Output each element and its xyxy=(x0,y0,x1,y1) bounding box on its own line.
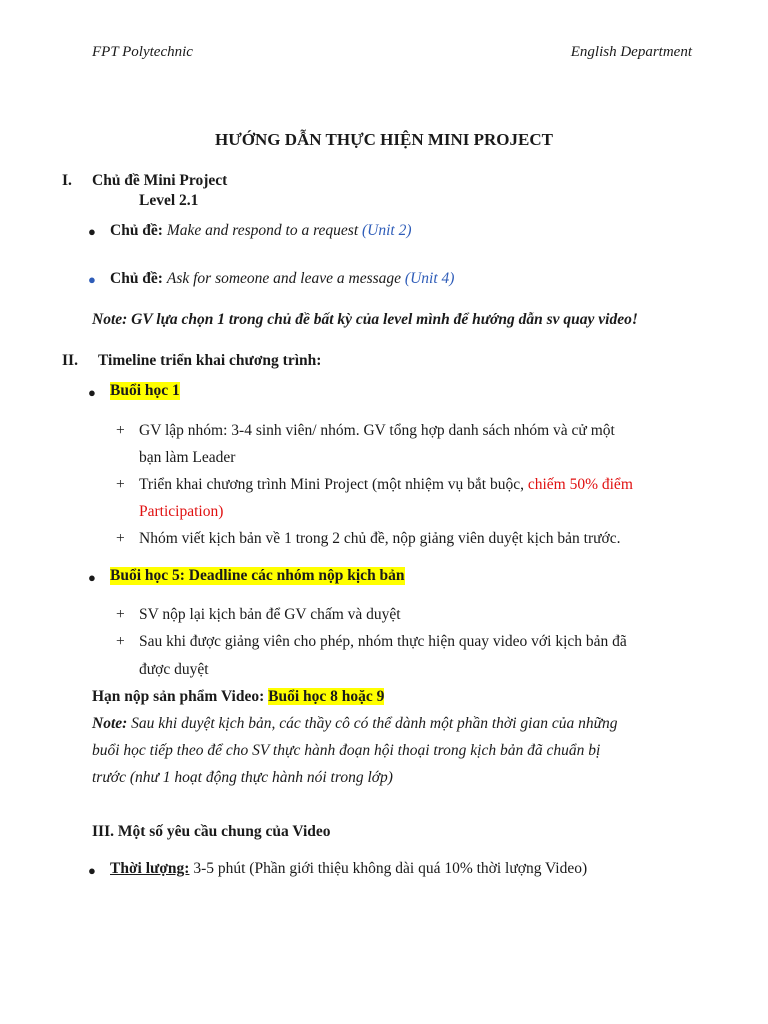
list-item-line: SV nộp lại kịch bản để GV chấm và duyệt xyxy=(139,606,401,623)
duration-label: Thời lượng: xyxy=(110,860,190,877)
topic-unit: (Unit 4) xyxy=(404,270,455,287)
section-1-note: Note: GV lựa chọn 1 trong chủ đề bất kỳ của level mình để hướng dẫn sv quay video! xyxy=(92,311,638,328)
plus-icon: + xyxy=(116,422,125,439)
plus-icon: + xyxy=(116,633,125,650)
note-line xyxy=(92,715,618,733)
plus-icon: + xyxy=(116,530,125,547)
bullet-icon: ● xyxy=(88,863,96,878)
level-label: Level 2.1 xyxy=(139,192,199,209)
plus-icon: + xyxy=(116,476,125,493)
topic-label: Chủ đề: xyxy=(110,270,163,287)
section-2-number: II. xyxy=(62,352,78,369)
deadline-label: Hạn nộp sản phẩm Video: xyxy=(92,688,265,705)
topic-text: Make and respond to a request xyxy=(166,222,359,239)
section-3-heading: III. Một số yêu cầu chung của Video xyxy=(92,823,331,840)
session-5-title: Buổi học 5: Deadline các nhóm nộp kịch bản xyxy=(110,567,405,584)
list-item-line: Sau khi được giảng viên cho phép, nhóm thực hiện quay video với kịch bản đã xyxy=(139,633,627,650)
section-2-heading: Timeline triển khai chương trình: xyxy=(98,352,322,369)
deadline-value: Buổi học 8 hoặc 9 xyxy=(268,688,385,705)
list-item-line xyxy=(139,476,633,494)
topic-item xyxy=(110,270,454,288)
bullet-icon: ● xyxy=(88,272,96,287)
note-line: trước (như 1 hoạt động thực hành nói trong lớp) xyxy=(92,769,393,786)
topic-unit: (Unit 2) xyxy=(362,222,412,239)
duration-text: 3-5 phút (Phần giới thiệu không dài quá 10% thời lượng Video) xyxy=(189,860,588,877)
header-left: FPT Polytechnic xyxy=(92,44,193,60)
section-1-heading: Chủ đề Mini Project xyxy=(92,172,228,189)
note-line: buổi học tiếp theo để cho SV thực hành đoạn hội thoại trong kịch bản đã chuẩn bị xyxy=(92,742,601,759)
page-title: HƯỚNG DẪN THỰC HIỆN MINI PROJECT xyxy=(215,130,553,149)
duration-item xyxy=(110,860,587,878)
list-item-line: Nhóm viết kịch bản về 1 trong 2 chủ đề, nộp giảng viên duyệt kịch bản trước. xyxy=(139,530,621,547)
topic-item xyxy=(110,222,412,240)
bullet-icon: ● xyxy=(88,224,96,239)
bullet-icon: ● xyxy=(88,385,96,400)
topic-text: Ask for someone and leave a message xyxy=(166,270,402,287)
list-item-emphasis: chiếm 50% điểm xyxy=(527,476,633,493)
topic-label: Chủ đề: xyxy=(110,222,163,239)
header-right: English Department xyxy=(570,44,692,60)
plus-icon: + xyxy=(116,606,125,623)
list-item-line: Participation) xyxy=(139,503,224,520)
session-1-title: Buổi học 1 xyxy=(110,382,180,399)
list-item-line: được duyệt xyxy=(139,661,209,678)
deadline-row xyxy=(92,688,384,706)
list-item-text: Triển khai chương trình Mini Project (một nhiệm vụ bắt buộc, xyxy=(139,476,528,493)
section-1-number: I. xyxy=(62,172,72,189)
list-item-line: GV lập nhóm: 3-4 sinh viên/ nhóm. GV tổng hợp danh sách nhóm và cử một xyxy=(139,422,615,439)
note-label: Note: xyxy=(92,715,128,732)
bullet-icon: ● xyxy=(88,570,96,585)
list-item-line: bạn làm Leader xyxy=(139,449,236,466)
note-text: Sau khi duyệt kịch bản, các thầy cô có thể dành một phần thời gian của những xyxy=(127,715,618,732)
